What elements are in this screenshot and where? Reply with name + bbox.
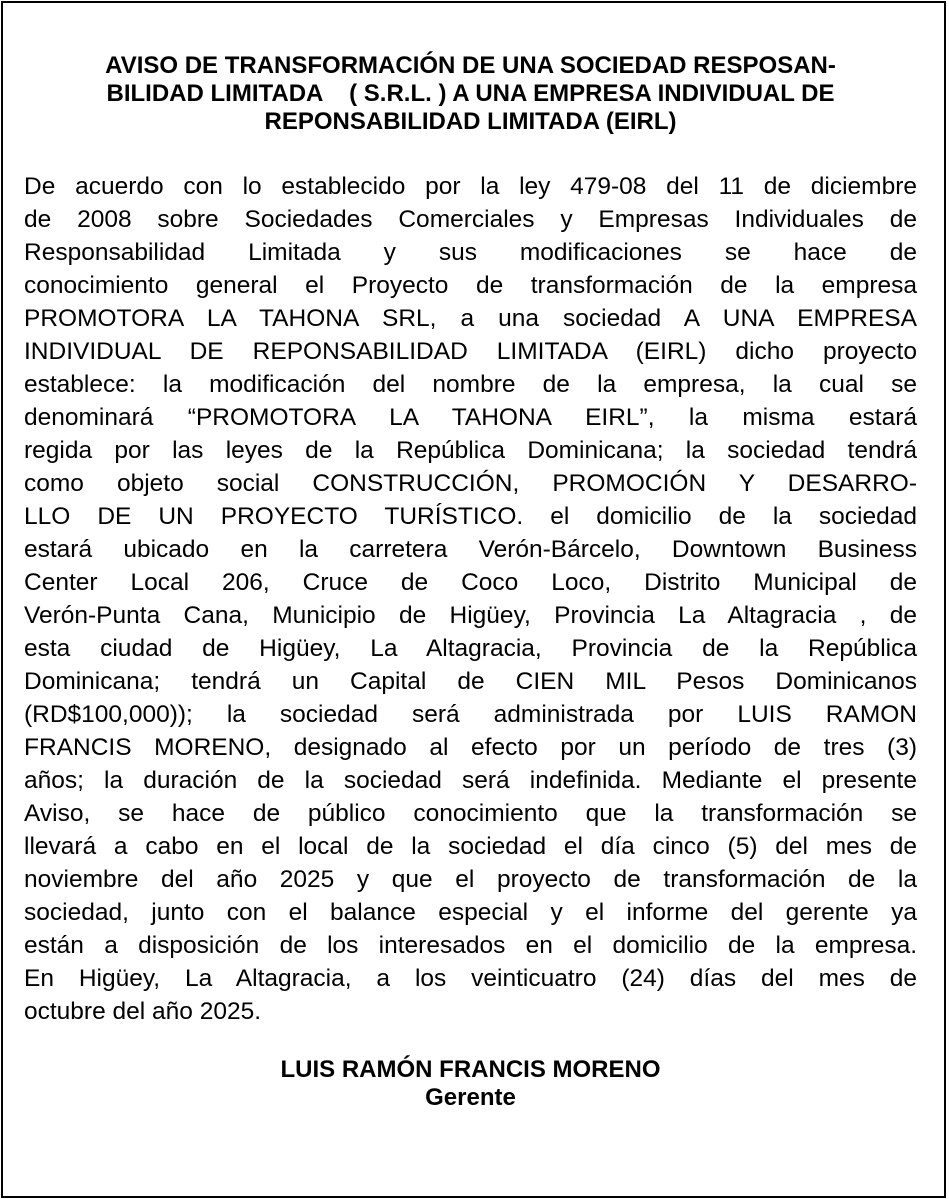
notice-title-line: AVISO DE TRANSFORMACIÓN DE UNA SOCIEDAD RESPOSAN- (105, 52, 836, 79)
notice-body-line: sociedad, junto con el balance especial y el informe del gerente ya (24, 899, 917, 926)
signature-block (24, 1056, 917, 1112)
notice-body-line: conocimiento general el Proyecto de transformación de la empresa (24, 272, 917, 299)
notice-body-line: octubre del año 2025. (24, 998, 262, 1025)
notice-body-line: FRANCIS MORENO, designado al efecto por un período de tres (3) (24, 734, 917, 761)
notice-body-line: Dominicana; tendrá un Capital de CIEN MIL Pesos Dominicanos (24, 668, 917, 695)
notice-title (24, 52, 917, 136)
notice-body-line: En Higüey, La Altagracia, a los veinticuatro (24) días del mes de (24, 965, 917, 992)
notice-title-line: BILIDAD LIMITADA ( S.R.L. ) A UNA EMPRESA INDIVIDUAL DE (106, 80, 835, 107)
notice-body-line: establece: la modificación del nombre de la empresa, la cual se (24, 371, 917, 398)
legal-notice (24, 52, 917, 1112)
signatory-title: Gerente (425, 1084, 516, 1111)
notice-body (24, 170, 917, 1028)
notice-body-line: están a disposición de los interesados en el domicilio de la empresa. (24, 932, 917, 959)
notice-body-line: Center Local 206, Cruce de Coco Loco, Distrito Municipal de (24, 569, 917, 596)
notice-body-line: años; la duración de la sociedad será indefinida. Mediante el presente (24, 767, 917, 794)
notice-body-line: de 2008 sobre Sociedades Comerciales y Empresas Individuales de (24, 206, 917, 233)
notice-body-line: Responsabilidad Limitada y sus modificaciones se hace de (24, 239, 917, 266)
notice-body-line: INDIVIDUAL DE REPONSABILIDAD LIMITADA (EIRL) dicho proyecto (24, 338, 917, 365)
notice-body-line: noviembre del año 2025 y que el proyecto de transformación de la (24, 866, 917, 893)
signatory-name: LUIS RAMÓN FRANCIS MORENO (280, 1056, 661, 1083)
notice-body-line: regida por las leyes de la República Dominicana; la sociedad tendrá (24, 437, 917, 464)
notice-body-line: PROMOTORA LA TAHONA SRL, a una sociedad A UNA EMPRESA (24, 305, 917, 332)
notice-body-line: esta ciudad de Higüey, La Altagracia, Provincia de la República (24, 635, 917, 662)
notice-body-line: Verón-Punta Cana, Municipio de Higüey, Provincia La Altagracia , de (24, 602, 917, 629)
notice-body-line: como objeto social CONSTRUCCIÓN, PROMOCIÓN Y DESARRO- (24, 470, 917, 497)
notice-body-line: estará ubicado en la carretera Verón-Bárcelo, Downtown Business (24, 536, 917, 563)
notice-body-line: Aviso, se hace de público conocimiento que la transformación se (24, 800, 917, 827)
notice-body-line: LLO DE UN PROYECTO TURÍSTICO. el domicilio de la sociedad (24, 503, 917, 530)
notice-body-line: denominará “PROMOTORA LA TAHONA EIRL”, la misma estará (24, 404, 917, 431)
notice-body-line: De acuerdo con lo establecido por la ley 479-08 del 11 de diciembre (24, 173, 917, 200)
notice-body-line: llevará a cabo en el local de la sociedad el día cinco (5) del mes de (24, 833, 917, 860)
notice-title-line: REPONSABILIDAD LIMITADA (EIRL) (264, 108, 677, 135)
notice-body-line: (RD$100,000)); la sociedad será administrada por LUIS RAMON (24, 701, 917, 728)
